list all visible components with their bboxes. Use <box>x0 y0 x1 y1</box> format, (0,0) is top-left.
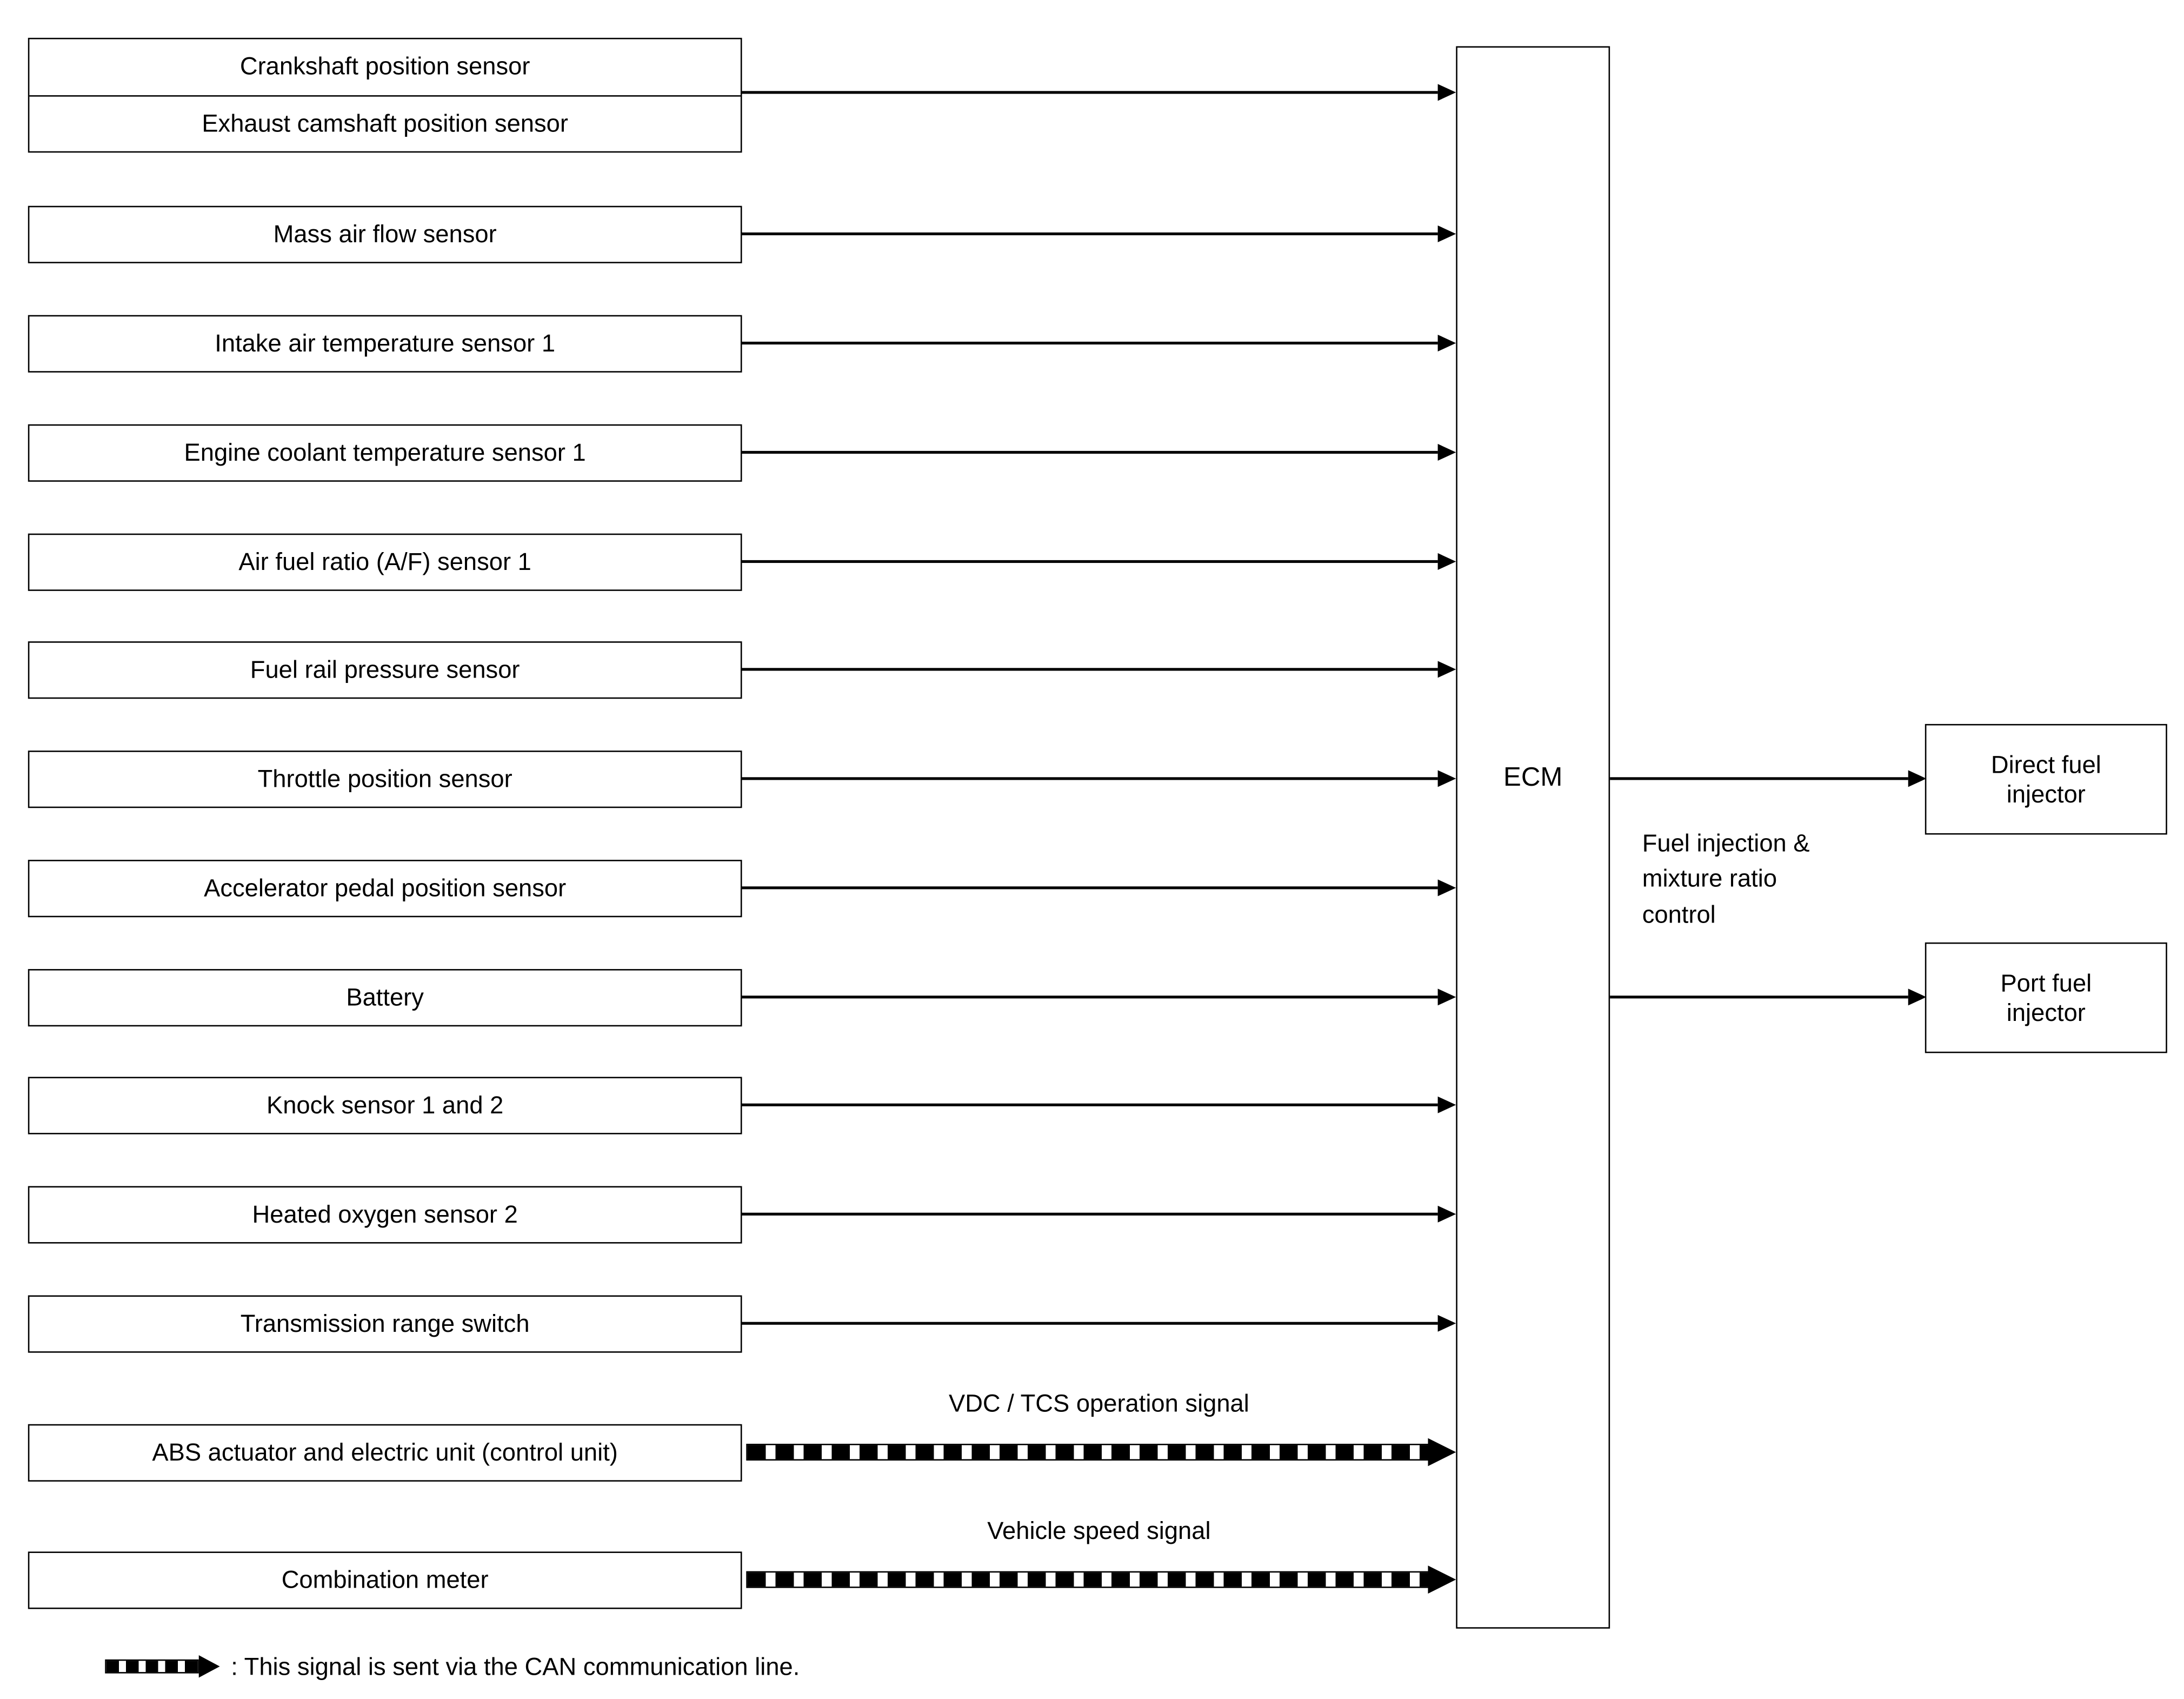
output-label-port-fuel-injector: Port fuel injector <box>2000 968 2092 1026</box>
legend-can-arrow-icon <box>105 1650 219 1683</box>
output-label-direct-fuel-injector: Direct fuel injector <box>1990 749 2101 807</box>
source-box-heated-oxygen-sensor <box>28 1186 742 1243</box>
source-label: Transmission range switch <box>240 1309 530 1338</box>
can-signal-label-vehicle-speed: Vehicle speed signal <box>987 1516 1211 1545</box>
source-label: Combination meter <box>281 1565 489 1594</box>
source-box-fuel-rail-pressure-sensor <box>28 641 742 699</box>
arrowhead-icon <box>1908 770 1927 787</box>
source-box-air-fuel-ratio-sensor <box>28 534 742 591</box>
arrowhead-icon <box>1438 661 1456 678</box>
arrowhead-icon <box>1438 879 1456 896</box>
source-label: Battery <box>346 983 424 1011</box>
arrowhead-icon <box>1438 1206 1456 1223</box>
can-arrow-combination-meter-to-ecm <box>746 1563 1456 1596</box>
arrow-line <box>1610 778 1908 780</box>
arrowhead-icon <box>1908 988 1927 1005</box>
source-box-battery <box>28 969 742 1026</box>
arrow-line <box>742 996 1438 998</box>
arrow-line <box>742 1104 1438 1106</box>
arrow-air-fuel-ratio-to-ecm <box>742 548 1456 576</box>
source-box-mass-air-flow-sensor <box>28 206 742 263</box>
source-label: Accelerator pedal position sensor <box>204 873 567 902</box>
source-label: Mass air flow sensor <box>273 220 497 248</box>
can-dashed-bar <box>746 1571 1429 1588</box>
can-signal-label-vdc-tcs: VDC / TCS operation signal <box>948 1389 1249 1417</box>
arrowhead-icon <box>1438 84 1456 101</box>
arrow-line <box>742 887 1438 889</box>
source-label: Fuel rail pressure sensor <box>250 655 520 683</box>
arrow-line <box>742 91 1438 94</box>
source-box-knock-sensor <box>28 1077 742 1134</box>
can-arrow-abs-to-ecm <box>746 1435 1456 1469</box>
arrow-crankshaft-camshaft-to-ecm <box>742 78 1456 107</box>
arrowhead-icon <box>1438 1315 1456 1332</box>
source-box-intake-air-temperature-sensor <box>28 315 742 373</box>
source-label: ABS actuator and electric unit (control unit) <box>152 1438 618 1466</box>
source-box-accelerator-pedal-position-sensor <box>28 860 742 917</box>
arrow-line <box>742 342 1438 344</box>
source-label: Intake air temperature sensor 1 <box>215 329 556 357</box>
source-label: Knock sensor 1 and 2 <box>266 1091 504 1119</box>
arrow-line <box>742 1322 1438 1324</box>
arrowhead-icon <box>1438 770 1456 787</box>
arrowhead-icon <box>1438 1097 1456 1113</box>
source-label-exhaust-camshaft-position-sensor: Exhaust camshaft position sensor <box>29 95 741 151</box>
arrowhead-icon <box>1438 225 1456 242</box>
arrow-line <box>742 233 1438 235</box>
arrowhead-icon <box>1438 988 1456 1005</box>
arrow-battery-to-ecm <box>742 983 1456 1011</box>
arrow-line <box>742 778 1438 780</box>
arrow-line <box>742 452 1438 454</box>
ecm-label: ECM <box>1503 763 1563 793</box>
arrow-accelerator-pedal-to-ecm <box>742 874 1456 902</box>
can-dashed-bar <box>105 1660 199 1674</box>
output-box-port-fuel-injector <box>1925 943 2167 1053</box>
ecm-box <box>1456 46 1610 1628</box>
arrowhead-icon <box>1438 444 1456 461</box>
source-box-combination-meter <box>28 1551 742 1609</box>
source-box-abs-actuator <box>28 1424 742 1482</box>
source-box-transmission-range-switch <box>28 1295 742 1352</box>
can-arrowhead-icon <box>1428 1565 1456 1594</box>
arrow-ecm-to-port-fuel-injector <box>1610 983 1926 1011</box>
arrowhead-icon <box>1438 335 1456 351</box>
arrow-throttle-position-to-ecm <box>742 765 1456 793</box>
arrow-line <box>1610 996 1908 998</box>
arrow-transmission-range-to-ecm <box>742 1309 1456 1337</box>
arrow-intake-air-temperature-to-ecm <box>742 329 1456 357</box>
can-arrowhead-icon <box>199 1655 220 1677</box>
arrow-line <box>742 668 1438 671</box>
source-box-engine-coolant-temperature-sensor <box>28 424 742 482</box>
arrow-mass-air-flow-to-ecm <box>742 220 1456 248</box>
arrowhead-icon <box>1438 553 1456 570</box>
source-label: Throttle position sensor <box>257 764 512 793</box>
can-arrowhead-icon <box>1428 1438 1456 1466</box>
arrow-ecm-to-direct-fuel-injector <box>1610 765 1926 793</box>
output-box-direct-fuel-injector <box>1925 724 2167 835</box>
source-label: Air fuel ratio (A/F) sensor 1 <box>238 547 531 576</box>
source-label: Heated oxygen sensor 2 <box>252 1200 518 1229</box>
legend-text: : This signal is sent via the CAN communication line. <box>231 1652 800 1681</box>
source-box-crankshaft-camshaft <box>28 38 742 152</box>
source-label-crankshaft-position-sensor: Crankshaft position sensor <box>239 52 530 81</box>
can-dashed-bar <box>746 1444 1429 1461</box>
arrow-line <box>742 561 1438 563</box>
arrow-line <box>742 1213 1438 1215</box>
source-box-throttle-position-sensor <box>28 751 742 808</box>
arrow-heated-oxygen-to-ecm <box>742 1200 1456 1228</box>
arrow-knock-sensor-to-ecm <box>742 1091 1456 1119</box>
source-label: Engine coolant temperature sensor 1 <box>184 438 586 467</box>
arrow-fuel-rail-pressure-to-ecm <box>742 655 1456 683</box>
arrow-engine-coolant-temperature-to-ecm <box>742 439 1456 467</box>
fuel-injection-annotation: Fuel injection & mixture ratio control <box>1642 829 1810 928</box>
